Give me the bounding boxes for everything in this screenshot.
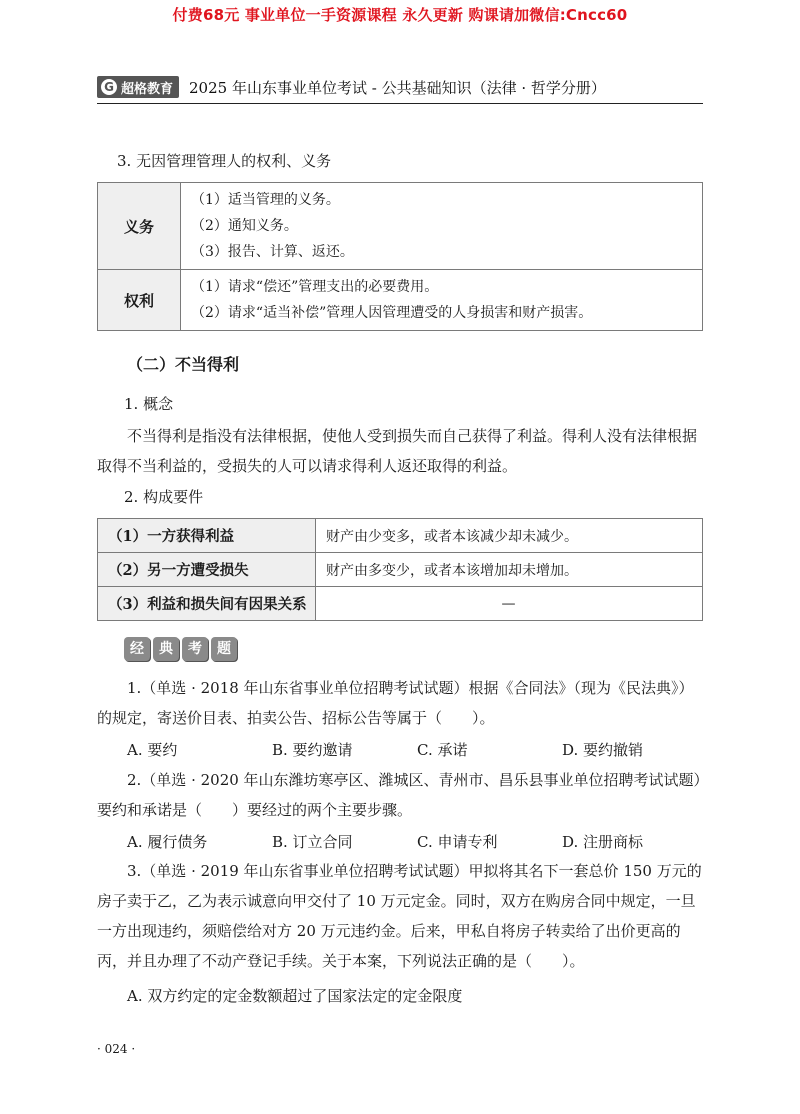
row-label: 权利 [98, 270, 181, 331]
table-row [98, 183, 703, 270]
option: C. 申请专利 [417, 833, 498, 851]
element-desc: 财产由少变多，或者本该减少却未减少。 [316, 519, 703, 553]
badge-char: 典 [153, 637, 179, 661]
logo-icon: G [101, 79, 117, 95]
element-name: （2）另一方遭受损失 [98, 553, 316, 587]
rights-duties-table [97, 182, 703, 331]
section-3-title: 3. 无因管理管理人的权利、义务 [117, 152, 332, 170]
element-desc: — [316, 587, 703, 621]
option: D. 注册商标 [562, 833, 644, 851]
table-row [98, 519, 703, 553]
option: A. 履行债务 [127, 833, 208, 851]
option: B. 订立合同 [272, 833, 353, 851]
option: A. 双方约定的定金数额超过了国家法定的定金限度 [127, 987, 463, 1005]
header-title: 2025 年山东事业单位考试 - 公共基础知识（法律 · 哲学分册） [189, 78, 606, 97]
badge-char: 题 [211, 637, 237, 661]
question-2: 2.（单选 · 2020 年山东潍坊寒亭区、潍城区、青州市、昌乐县事业单位招聘考试试题）要约和承诺是（ ）要经过的两个主要步骤。 [97, 771, 702, 819]
table-row [98, 587, 703, 621]
row-label: 义务 [98, 183, 181, 270]
table-line: （1）请求“偿还”管理支出的必要费用。 [191, 279, 439, 295]
table-line: （1）适当管理的义务。 [191, 192, 340, 208]
question-2-options [127, 831, 707, 852]
option: C. 承诺 [417, 741, 468, 759]
table-row [98, 270, 703, 331]
option: D. 要约撤销 [562, 741, 644, 759]
page-header [97, 74, 606, 100]
elements-table [97, 518, 703, 621]
concept-text: 不当得利是指没有法律根据，使他人受到损失而自己获得了利益。得利人没有法律根据取得不当利益的，受损失的人可以请求得利人返还取得的利益。 [97, 427, 698, 475]
promo-banner: 付费68元 事业单位一手资源课程 永久更新 购课请加微信:Cncc60 [172, 6, 628, 24]
question-3: 3.（单选 · 2019 年山东省事业单位招聘考试试题）甲拟将其名下一套总价 150 万元的房子卖于乙，乙为表示诚意向甲交付了 10 万元定金。同时，双方在购房合同中规定，一旦一方出现违约，须赔偿给对方 20 万元违约金。后来，甲私自将房子转卖给了出价更高的丙，并且办理了不动产登记手续。关于本案，下列说法正确的是（ ）。 [97, 862, 702, 970]
element-name: （1）一方获得利益 [98, 519, 316, 553]
question-1-options [127, 739, 707, 760]
brand-logo [97, 76, 179, 98]
badge-char: 经 [124, 637, 150, 661]
option: A. 要约 [127, 741, 178, 759]
header-divider [97, 103, 703, 104]
classic-questions-badge [124, 637, 240, 661]
question-3-options [127, 985, 707, 1006]
option: B. 要约邀请 [272, 741, 353, 759]
question-1: 1.（单选 · 2018 年山东省事业单位招聘考试试题）根据《合同法》（现为《民法典》）的规定，寄送价目表、拍卖公告、招标公告等属于（ ）。 [97, 679, 694, 727]
table-line: （2）通知义务。 [191, 218, 298, 234]
section-b-title: （二）不当得利 [127, 355, 240, 374]
element-name: （3）利益和损失间有因果关系 [98, 587, 316, 621]
badge-char: 考 [182, 637, 208, 661]
page-number: · 024 · [97, 1042, 136, 1056]
table-line: （3）报告、计算、返还。 [191, 244, 354, 260]
logo-text: 超格教育 [121, 81, 174, 97]
concept-title: 1. 概念 [124, 395, 174, 413]
elements-title: 2. 构成要件 [124, 488, 204, 506]
element-desc: 财产由多变少，或者本该增加却未增加。 [316, 553, 703, 587]
table-row [98, 553, 703, 587]
table-line: （2）请求“适当补偿”管理人因管理遭受的人身损害和财产损害。 [191, 305, 593, 321]
